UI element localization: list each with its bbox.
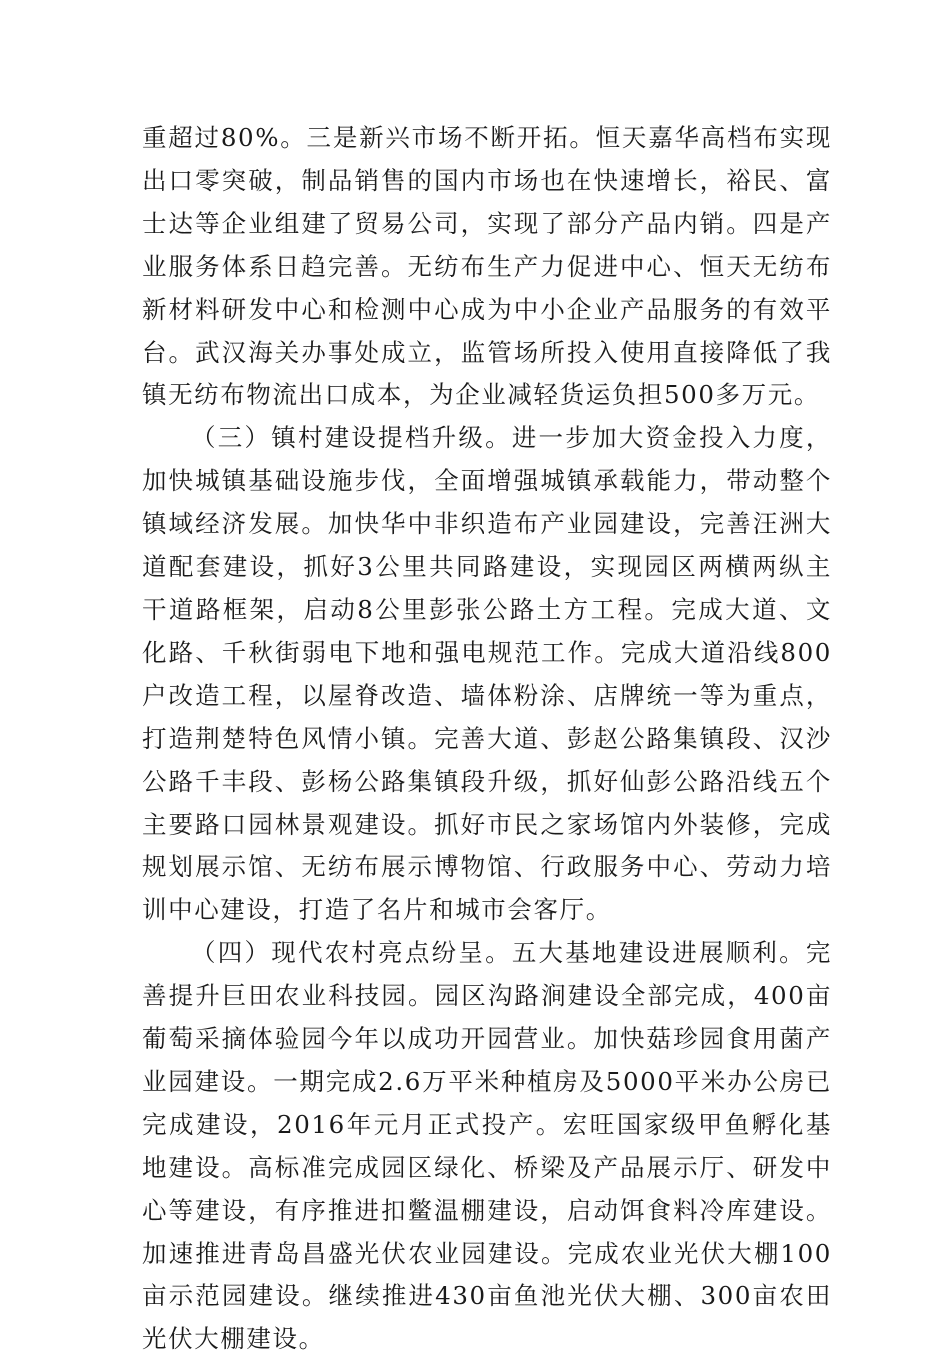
- paragraph-town-village-construction: （三）镇村建设提档升级。进一步加大资金投入力度，加快城镇基础设施步伐，全面增强城镇承载能力，带动整个镇域经济发展。加快华中非织造布产业园建设，完善汪洲大道配套建设，抓好3公里共同路建设，实现园区两横两纵主干道路框架，启动8公里彭张公路土方工程。完成大道、文化路、千秋街弱电下地和强电规范工作。完成大道沿线800户改造工程，以屋脊改造、墙体粉涂、店牌统一等为重点，打造荆楚特色风情小镇。完善大道、彭赵公路集镇段、汉沙公路千丰段、彭杨公路集镇段升级，抓好仙彭公路沿线五个主要路口园林景观建设。抓好市民之家场馆内外装修，完成规划展示馆、无纺布展示博物馆、行政服务中心、劳动力培训中心建设，打造了名片和城市会客厅。: [142, 423, 832, 925]
- document-page: [142, 117, 832, 1361]
- paragraph-modern-agriculture: （四）现代农村亮点纷呈。五大基地建设进展顺利。完善提升巨田农业科技园。园区沟路涧建设全部完成，400亩葡萄采摘体验园今年以成功开园营业。加快菇珍园食用菌产业园建设。一期完成2.6万平米种植房及5000平米办公房已完成建设，2016年元月正式投产。宏旺国家级甲鱼孵化基地建设。高标准完成园区绿化、桥梁及产品展示厅、研发中心等建设，有序推进扣鳖温棚建设，启动饵食料冷库建设。加速推进青岛昌盛光伏农业园建设。完成农业光伏大棚100亩示范园建设。继续推进430亩鱼池光伏大棚、300亩农田光伏大棚建设。: [142, 938, 832, 1354]
- paragraph-industry-services: 重超过80%。三是新兴市场不断开拓。恒天嘉华高档布实现出口零突破，制品销售的国内市场也在快速增长，裕民、富士达等企业组建了贸易公司，实现了部分产品内销。四是产业服务体系日趋完善。无纺布生产力促进中心、恒天无纺布新材料研发中心和检测中心成为中小企业产品服务的有效平台。武汉海关办事处成立，监管场所投入使用直接降低了我镇无纺布物流出口成本，为企业减轻货运负担500多万元。: [142, 123, 832, 410]
